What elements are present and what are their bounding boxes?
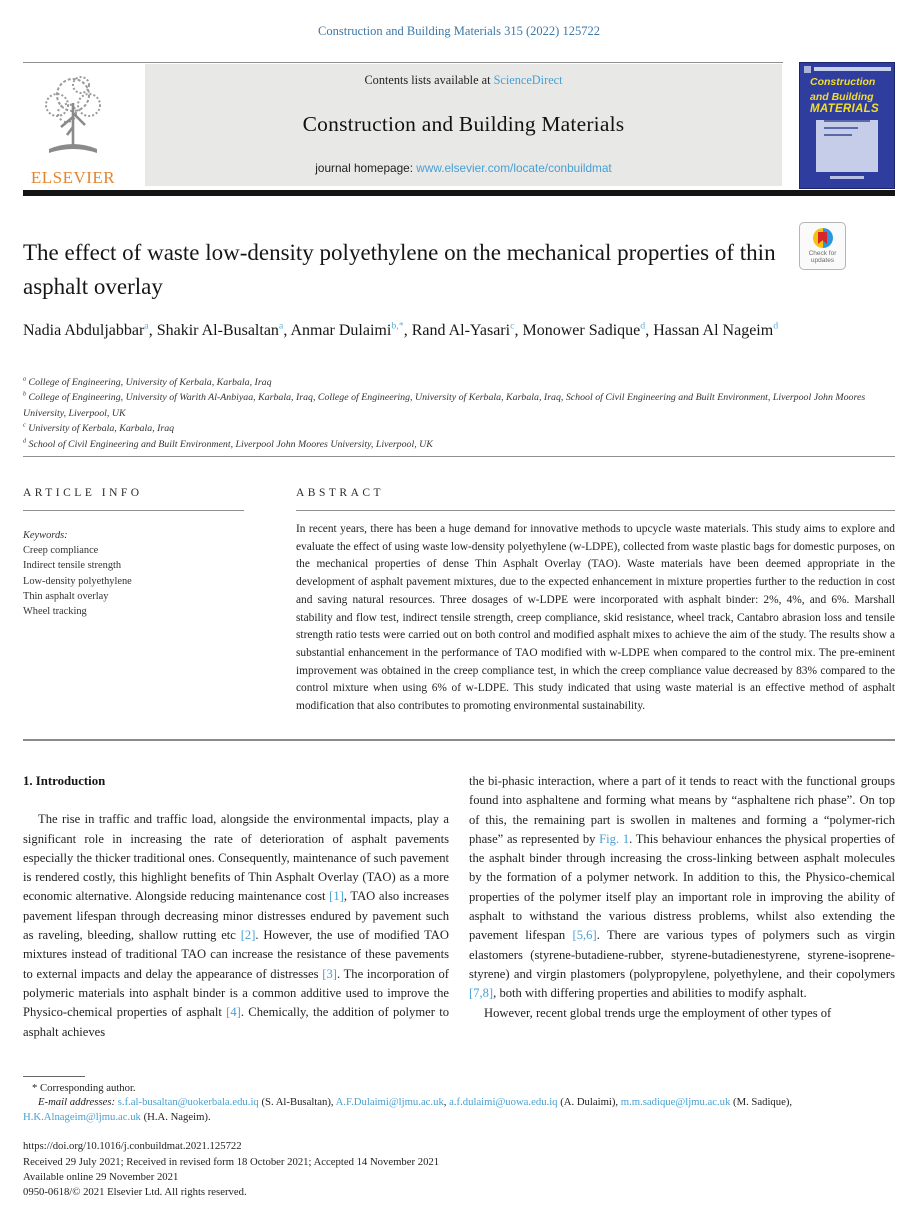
abstract-heading: ABSTRACT — [296, 487, 385, 499]
inline-link[interactable]: [5,6] — [572, 928, 597, 943]
text-run: Contents lists available at — [364, 73, 494, 87]
introduction-heading: 1. Introduction — [23, 774, 106, 788]
check-badge-line2: updates — [810, 257, 835, 264]
text-run: , both with differing properties and abilities to modify asphalt. — [493, 986, 807, 1001]
superscript-ref[interactable]: b,* — [391, 320, 404, 332]
text-run: Nadia Abduljabbar — [23, 322, 145, 339]
text-run: (M. Sadique), — [730, 1096, 793, 1108]
text-run-italic: E-mail addresses: — [38, 1096, 118, 1108]
available-online-line: Available online 29 November 2021 — [23, 1171, 179, 1183]
text-run: , Monower Sadique — [514, 322, 641, 339]
superscript-ref[interactable]: a — [23, 376, 27, 383]
inline-link[interactable]: [7,8] — [469, 986, 494, 1001]
cover-footer-mark — [830, 176, 864, 179]
keyword-item: Low-density polyethylene — [23, 575, 132, 587]
keyword-item: Indirect tensile strength — [23, 560, 122, 572]
affiliation-b — [23, 390, 895, 421]
affiliation-d — [23, 437, 895, 452]
article-title: The effect of waste low-density polyethylene on the mechanical properties of thin asphalt overlay — [23, 240, 776, 299]
keywords-block — [23, 528, 244, 619]
crossmark-bookmark-icon — [818, 232, 827, 244]
cover-title-line2: and Building — [810, 91, 874, 103]
text-run: . The incorporation of polymeric materials into asphalt binder is a common additive used to improve the Physico-chemical properties of asphalt — [23, 966, 449, 1020]
cover-center-panel — [816, 120, 878, 172]
affiliation-c — [23, 421, 895, 436]
author-list — [23, 318, 843, 343]
superscript-ref[interactable]: b — [23, 392, 27, 399]
inline-link[interactable]: [2] — [240, 928, 256, 943]
inline-link[interactable]: A.F.Dulaimi@ljmu.ac.uk — [335, 1096, 444, 1108]
text-run: (S. Al-Busaltan), — [258, 1096, 336, 1108]
masthead-band — [145, 64, 782, 186]
text-run: , Anmar Dulaimi — [283, 322, 392, 339]
copyright-line: 0950-0618/© 2021 Elsevier Ltd. All rights reserved. — [23, 1186, 247, 1198]
email-addresses-note — [23, 1095, 895, 1125]
keywords-label: Keywords: — [23, 530, 68, 541]
article-info-rule — [23, 510, 244, 511]
cover-panel-line — [824, 134, 852, 136]
received-dates-line: Received 29 July 2021; Received in revised form 18 October 2021; Accepted 14 November 2021 — [23, 1156, 440, 1168]
intro-right-column — [469, 772, 895, 1023]
abstract-text: In recent years, there has been a huge demand for innovative methods to upcycle waste materials. This study aims to explore and evaluate the effect of using waste low-density polyethylene (w-LDPE), collected from waste plastic bags for domestic purposes, on the mechanical properties of dense Thin Asphalt Overlay (TAO). Waste materials have been deemed appropriate in the development of asphalt pavement mixtures, due to the expected enhancement in mixture properties further to the reduction in cost and saving natural resources. Three dosages of w-LDPE were incorporated with asphalt binder: 2%, 4%, and 6%. Marshall stability and flow test, indirect tensile strength, creep compliance, skid resistance, wheel track, Cantabro abrasion loss and tensile strength ratio tests were carried out on both control and modified asphalt mixes to achieve the aim of the study. The results show a substantial enhancement in the performance of TAO modified with w-LDPE when compared to the control mix. The pre-eminent improvement was obtained in the creep compliance test, in which the creep compliance value decreased by 83% compared to the control mixture when using 6% of w-LDPE. This study indicated that using waste material is an effective method of asphalt modification that also contributes to promoting environmental sustainability. — [296, 523, 895, 713]
text-run: The rise in traffic and traffic load, alongside the environmental impacts, play a significant role in increasing the rate of deterioration of asphalt pavements especially the thicker traditional ones. Consequently, maintenance of such pavement is rendered costly, this highlight benefits of Thin Asphalt Overlay (TAO) as a more economic alternative. Alongside reducing maintenance cost — [23, 812, 449, 904]
affiliation-a — [23, 375, 895, 390]
text-run: , Shakir Al-Busaltan — [148, 322, 279, 339]
cover-top-bar — [814, 67, 891, 71]
keyword-item: Thin asphalt overlay — [23, 590, 109, 602]
text-run: . However, the use of modified TAO mixtures instead of traditional TAO can increase the resistance of these pavements to external impacts and delay the appearance of distresses — [23, 928, 449, 981]
superscript-ref[interactable]: d — [773, 320, 779, 332]
intro-paragraph-right-1 — [469, 772, 895, 1004]
crossmark-icon — [813, 228, 833, 248]
elsevier-logo[interactable] — [23, 66, 123, 188]
abstract-bottom-rule — [23, 739, 895, 741]
cover-corner-mark — [804, 66, 811, 73]
inline-link[interactable]: a.f.dulaimi@uowa.edu.iq — [449, 1096, 558, 1108]
intro-paragraph-left — [23, 810, 449, 1042]
inline-link[interactable]: [4] — [226, 1005, 241, 1020]
running-head-citation: Construction and Building Materials 315 (2022) 125722 — [318, 24, 600, 38]
doi-link[interactable]: https://doi.org/10.1016/j.conbuildmat.2021.125722 — [23, 1140, 242, 1152]
inline-link[interactable]: Fig. 1 — [599, 831, 630, 846]
journal-cover-thumbnail[interactable] — [799, 62, 895, 189]
affiliations — [23, 375, 895, 452]
keyword-item: Wheel tracking — [23, 606, 87, 618]
text-run: journal homepage: — [315, 161, 417, 175]
check-badge-line1: Check for — [808, 250, 837, 257]
text-run: the bi-phasic interaction, where a part of it tends to react with the functional groups found into asphaltene and forming what means by “asphaltene rich phase”. On top of this, the remaining part is swollen in maltenes and forming a “polymer-rich phase” as represented by — [469, 774, 895, 846]
inline-link[interactable]: ScienceDirect — [493, 73, 563, 87]
inline-link[interactable]: www.elsevier.com/locate/conbuildmat — [416, 161, 612, 175]
text-run: University of Kerbala, Karbala, Iraq — [25, 423, 175, 435]
superscript-ref[interactable]: c — [23, 422, 26, 429]
inline-link[interactable]: [1] — [329, 889, 344, 904]
text-run: , Rand Al-Yasari — [403, 322, 511, 339]
inline-link[interactable]: s.f.al-busaltan@uokerbala.edu.iq — [117, 1096, 259, 1108]
masthead-top-rule — [23, 62, 783, 63]
superscript-ref[interactable]: a — [278, 320, 284, 332]
text-run: . This behaviour enhances the physical properties of the asphalt binder through increasing the cross-linking between asphalt molecules by the formation of a polymer network. In addition to this, the Physico-chemical properties of the polymer itself play an important role in improving the ability of asphalt to withstand the various distress problems, whilst also extending the pavement lifespan — [469, 831, 896, 943]
cover-panel-line — [824, 120, 870, 122]
elsevier-tree-icon — [37, 73, 109, 168]
check-for-updates-badge[interactable] — [799, 222, 846, 270]
cover-title-line3: MATERIALS — [810, 103, 879, 115]
tree-ground — [49, 144, 97, 153]
cover-panel-line — [824, 127, 858, 129]
journal-title: Construction and Building Materials — [302, 112, 625, 136]
inline-link[interactable]: H.K.Alnageim@ljmu.ac.uk — [23, 1110, 141, 1123]
inline-link[interactable]: m.m.sadique@ljmu.ac.uk — [620, 1096, 731, 1108]
superscript-ref[interactable]: c — [510, 320, 515, 332]
text-run: College of Engineering, University of Kerbala, Karbala, Iraq — [26, 377, 272, 388]
text-run: , — [443, 1096, 450, 1108]
masthead-divider-bar — [23, 190, 895, 196]
text-run: , TAO also increases pavement lifespan through decreasing minor distresses endured by pavement such as raveling, bleeding, shallow rutting etc — [23, 889, 449, 943]
superscript-ref[interactable]: d — [23, 438, 27, 445]
section-rule — [23, 456, 895, 457]
cover-title-line1: Construction — [810, 76, 876, 88]
elsevier-wordmark: ELSEVIER — [30, 168, 116, 187]
text-run: . Chemically, the addition of polymer to asphalt achieves — [23, 1005, 449, 1039]
footnote-rule — [23, 1076, 85, 1077]
corresponding-author-note: * Corresponding author. — [32, 1082, 136, 1094]
contents-available-line — [364, 73, 562, 88]
journal-homepage-line — [315, 161, 611, 175]
text-run: . There are various types of polymers such as virgin elastomers (styrene-butadiene-rubber, styrene-butadienestyrene, styrene-isoprene-styrene) and virgin plastomers (polypropylene, polyethylene, and their copolymers — [469, 928, 895, 981]
abstract-rule — [296, 510, 895, 511]
text-run: (H.A. Nageim). — [140, 1110, 211, 1123]
superscript-ref[interactable]: a — [144, 320, 149, 332]
text-run: College of Engineering, University of Warith Al-Anbiyaa, Karbala, Iraq, College of Engineering, University of Kerbala, Karbala, Iraq, School of Civil Engineering and Built Environment, Liverpool John Moores University, Liverpool, UK — [23, 392, 866, 419]
check-badge-label — [809, 250, 837, 264]
keyword-item: Creep compliance — [23, 545, 99, 557]
inline-link[interactable]: [3] — [322, 966, 337, 981]
article-info-heading: ARTICLE INFO — [23, 487, 143, 499]
superscript-ref[interactable]: d — [640, 320, 646, 332]
text-run: , Hassan Al Nageim — [645, 322, 774, 339]
text-run: School of Civil Engineering and Built Environment, Liverpool John Moores University, Liverpool, UK — [26, 438, 433, 450]
intro-left-column — [23, 772, 449, 1042]
intro-paragraph-right-2: However, recent global trends urge the employment of other types of — [484, 1005, 832, 1020]
text-run: (A. Dulaimi), — [557, 1096, 621, 1108]
